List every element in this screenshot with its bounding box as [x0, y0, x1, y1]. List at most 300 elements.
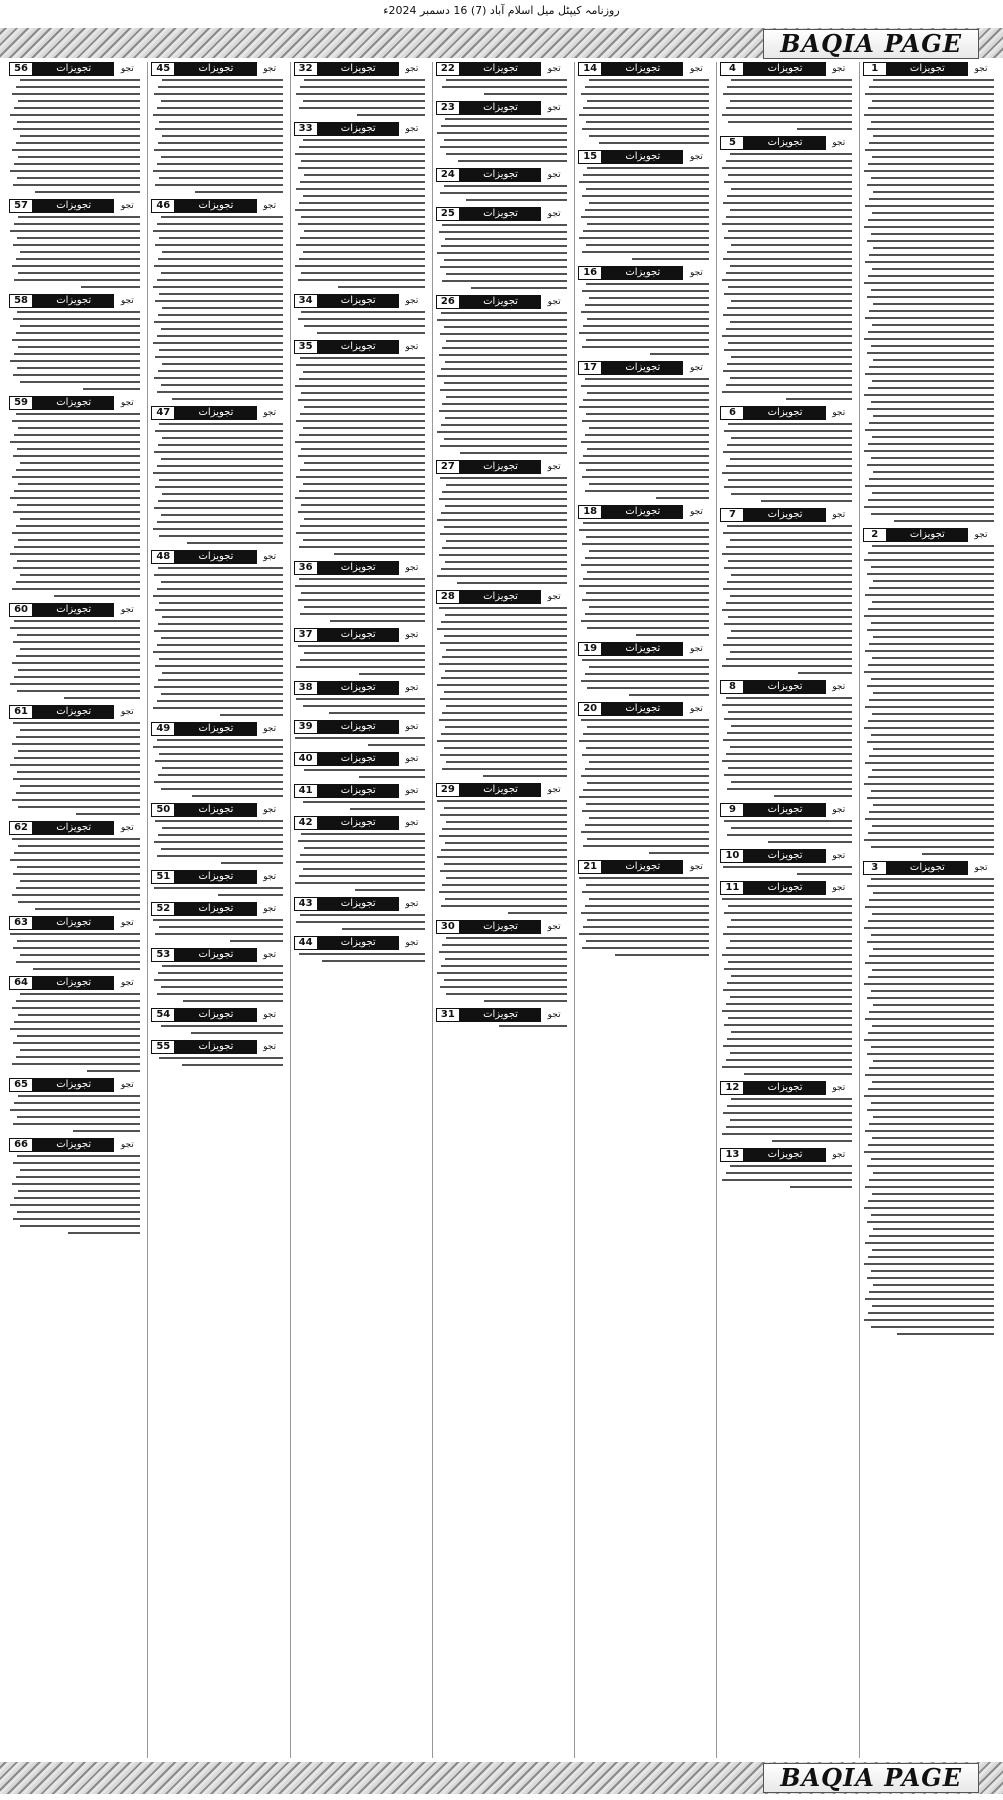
- text-line: [444, 863, 567, 865]
- text-line: [303, 100, 425, 102]
- text-line: [300, 86, 425, 88]
- text-line: [304, 174, 425, 176]
- text-line: [192, 795, 283, 797]
- news-item: [9, 603, 140, 699]
- item-header: [151, 722, 282, 736]
- news-columns: [6, 62, 997, 1758]
- item-number: 16: [578, 266, 602, 280]
- text-line: [17, 448, 140, 450]
- item-number: 41: [294, 784, 318, 798]
- text-line: [585, 824, 710, 826]
- item-tag: تجو: [120, 296, 134, 306]
- item-label: تجویزات: [460, 101, 541, 115]
- text-line: [441, 733, 567, 735]
- news-item: [151, 199, 282, 400]
- news-column: [574, 62, 712, 1758]
- item-number: 38: [294, 681, 318, 695]
- text-line: [867, 352, 994, 354]
- text-line: [730, 595, 852, 597]
- text-line: [158, 86, 283, 88]
- item-label: تجویزات: [175, 803, 256, 817]
- text-line: [445, 118, 567, 120]
- item-tag: تجو: [547, 785, 561, 795]
- text-line: [12, 339, 141, 341]
- text-line: [728, 767, 851, 769]
- news-item: [863, 861, 994, 1335]
- item-header: [151, 406, 282, 420]
- text-line: [728, 905, 851, 907]
- text-line: [14, 353, 140, 355]
- text-line: [587, 838, 709, 840]
- text-line: [865, 1242, 994, 1244]
- item-number: 28: [436, 590, 460, 604]
- text-line: [579, 237, 709, 239]
- text-line: [158, 370, 283, 372]
- news-item: [294, 936, 425, 962]
- item-body-text: [151, 817, 282, 864]
- text-line: [153, 286, 283, 288]
- text-line: [867, 941, 994, 943]
- text-line: [437, 575, 567, 577]
- text-line: [187, 542, 283, 544]
- item-body-text: [863, 76, 994, 522]
- text-line: [727, 581, 852, 583]
- text-line: [868, 275, 994, 277]
- text-line: [161, 986, 283, 988]
- item-tag: تجو: [120, 64, 134, 74]
- text-line: [439, 835, 568, 837]
- text-line: [441, 424, 567, 426]
- item-number: 47: [151, 406, 175, 420]
- text-line: [586, 940, 709, 942]
- item-label: تجویزات: [602, 505, 683, 519]
- text-line: [730, 321, 852, 323]
- text-line: [724, 293, 851, 295]
- text-line: [869, 422, 994, 424]
- text-line: [727, 637, 852, 639]
- text-line: [872, 1249, 994, 1251]
- item-header: [294, 936, 425, 950]
- text-line: [20, 518, 141, 520]
- text-line: [871, 289, 994, 291]
- text-line: [589, 202, 710, 204]
- text-line: [158, 314, 283, 316]
- text-line: [153, 595, 283, 597]
- text-line: [157, 644, 283, 646]
- text-line: [869, 254, 994, 256]
- text-line: [871, 345, 994, 347]
- text-line: [301, 160, 424, 162]
- text-line: [868, 1256, 994, 1258]
- text-line: [182, 1064, 283, 1066]
- text-line: [589, 761, 710, 763]
- text-line: [159, 1057, 282, 1059]
- news-column: [290, 62, 428, 1758]
- text-line: [871, 622, 994, 624]
- text-line: [585, 905, 710, 907]
- text-line: [158, 258, 283, 260]
- item-label: تجویزات: [460, 783, 541, 797]
- item-label: تجویزات: [318, 628, 399, 642]
- text-line: [342, 928, 425, 930]
- text-line: [722, 704, 852, 706]
- text-line: [894, 520, 994, 522]
- text-line: [16, 469, 141, 471]
- text-line: [872, 1081, 994, 1083]
- text-line: [329, 712, 425, 714]
- news-item: [9, 1138, 140, 1234]
- text-line: [439, 607, 568, 609]
- text-line: [300, 525, 425, 527]
- item-number: 37: [294, 628, 318, 642]
- text-line: [586, 121, 709, 123]
- text-line: [300, 357, 425, 359]
- item-label: تجویزات: [175, 902, 256, 916]
- item-header: [9, 976, 140, 990]
- item-body-text: [294, 950, 425, 962]
- item-body-text: [436, 182, 567, 201]
- text-line: [774, 795, 851, 797]
- text-line: [17, 237, 140, 239]
- text-line: [865, 205, 994, 207]
- item-body-text: [294, 642, 425, 675]
- text-line: [579, 406, 709, 408]
- text-line: [723, 258, 852, 260]
- text-line: [728, 1017, 851, 1019]
- news-item: [294, 294, 425, 334]
- text-line: [724, 774, 851, 776]
- text-line: [444, 438, 567, 440]
- text-line: [18, 1014, 140, 1016]
- text-line: [864, 114, 994, 116]
- news-item: [9, 294, 140, 390]
- text-line: [155, 128, 282, 130]
- text-line: [868, 1144, 994, 1146]
- news-item: [9, 976, 140, 1072]
- text-line: [868, 976, 994, 978]
- text-line: [589, 550, 710, 552]
- news-item: [578, 266, 709, 355]
- text-line: [299, 953, 425, 955]
- item-body-text: [294, 830, 425, 891]
- text-line: [299, 107, 425, 109]
- text-line: [872, 769, 994, 771]
- text-line: [195, 191, 283, 193]
- text-line: [727, 307, 852, 309]
- text-line: [868, 832, 994, 834]
- text-line: [298, 318, 425, 320]
- text-line: [296, 861, 425, 863]
- text-line: [298, 399, 425, 401]
- item-tag: تجو: [120, 978, 134, 988]
- text-line: [16, 258, 141, 260]
- item-number: 66: [9, 1138, 33, 1152]
- item-label: تجویزات: [175, 550, 256, 564]
- text-line: [10, 114, 140, 116]
- text-line: [868, 107, 994, 109]
- text-line: [13, 318, 140, 320]
- text-line: [869, 643, 994, 645]
- item-header: [578, 702, 709, 716]
- text-line: [864, 783, 994, 785]
- text-line: [12, 1007, 141, 1009]
- text-line: [867, 797, 994, 799]
- text-line: [731, 437, 852, 439]
- item-label: تجویزات: [33, 603, 114, 617]
- text-line: [724, 567, 851, 569]
- text-line: [16, 142, 141, 144]
- news-item: [720, 849, 851, 875]
- text-line: [161, 328, 283, 330]
- item-label: تجویزات: [318, 720, 399, 734]
- text-line: [768, 841, 852, 843]
- text-line: [585, 86, 710, 88]
- item-body-text: [151, 420, 282, 544]
- text-line: [14, 620, 140, 622]
- text-line: [161, 1025, 283, 1027]
- text-line: [726, 160, 852, 162]
- text-line: [731, 1098, 852, 1100]
- text-line: [153, 230, 283, 232]
- text-line: [10, 1204, 140, 1206]
- text-line: [582, 810, 709, 812]
- text-line: [162, 672, 283, 674]
- text-line: [730, 265, 852, 267]
- text-line: [218, 894, 282, 896]
- item-tag: تجو: [405, 786, 419, 796]
- text-line: [581, 93, 710, 95]
- text-line: [303, 539, 425, 541]
- item-body-text: [294, 911, 425, 930]
- text-line: [871, 566, 994, 568]
- item-number: 64: [9, 976, 33, 990]
- text-line: [722, 1010, 852, 1012]
- item-label: تجویزات: [33, 294, 114, 308]
- news-item: [578, 361, 709, 499]
- text-line: [589, 427, 710, 429]
- item-body-text: [294, 798, 425, 810]
- text-line: [17, 504, 140, 506]
- text-line: [18, 346, 140, 348]
- text-line: [20, 1169, 141, 1171]
- text-line: [867, 240, 994, 242]
- news-item: [578, 860, 709, 956]
- text-line: [650, 353, 709, 355]
- text-line: [440, 642, 567, 644]
- item-body-text: [9, 76, 140, 193]
- text-line: [304, 518, 425, 520]
- text-line: [155, 760, 282, 762]
- item-header: [436, 295, 567, 309]
- text-line: [445, 958, 567, 960]
- item-header: [720, 406, 851, 420]
- text-line: [20, 729, 141, 731]
- text-line: [722, 279, 852, 281]
- text-line: [730, 940, 852, 942]
- text-line: [16, 1000, 141, 1002]
- text-line: [723, 1112, 852, 1114]
- item-number: 4: [720, 62, 744, 76]
- text-line: [444, 635, 567, 637]
- news-item: [720, 1148, 851, 1188]
- news-item: [9, 62, 140, 193]
- news-item: [863, 62, 994, 522]
- text-line: [16, 86, 141, 88]
- text-line: [161, 637, 283, 639]
- text-line: [359, 673, 425, 675]
- text-line: [728, 711, 851, 713]
- item-label: تجویزات: [744, 803, 825, 817]
- text-line: [18, 272, 140, 274]
- text-line: [723, 532, 852, 534]
- text-line: [155, 430, 282, 432]
- text-line: [786, 398, 852, 400]
- item-header: [436, 207, 567, 221]
- text-line: [871, 734, 994, 736]
- news-item: [436, 590, 567, 777]
- news-item: [720, 680, 851, 797]
- item-body-text: [151, 736, 282, 797]
- text-line: [656, 497, 710, 499]
- text-line: [587, 687, 709, 689]
- item-tag: تجو: [832, 851, 846, 861]
- text-line: [16, 413, 141, 415]
- text-line: [790, 1186, 852, 1188]
- text-line: [442, 944, 567, 946]
- text-line: [35, 908, 140, 910]
- text-line: [440, 333, 567, 335]
- news-item: [9, 1078, 140, 1132]
- text-line: [299, 258, 425, 260]
- text-line: [159, 753, 282, 755]
- text-line: [158, 679, 283, 681]
- item-label: تجویزات: [318, 784, 399, 798]
- text-line: [10, 441, 140, 443]
- text-line: [864, 282, 994, 284]
- text-line: [158, 567, 283, 569]
- text-line: [161, 581, 283, 583]
- item-number: 25: [436, 207, 460, 221]
- text-line: [865, 962, 994, 964]
- text-line: [587, 919, 709, 921]
- text-line: [579, 877, 709, 879]
- text-line: [869, 366, 994, 368]
- text-line: [157, 279, 283, 281]
- news-item: [151, 1008, 282, 1034]
- text-line: [872, 969, 994, 971]
- item-header: [294, 720, 425, 734]
- item-number: 23: [436, 101, 460, 115]
- text-line: [446, 153, 567, 155]
- text-line: [296, 420, 425, 422]
- item-number: 55: [151, 1040, 175, 1054]
- text-line: [583, 107, 709, 109]
- text-line: [583, 230, 709, 232]
- item-number: 7: [720, 508, 744, 522]
- item-number: 20: [578, 702, 602, 716]
- item-header: [720, 881, 851, 895]
- item-number: 52: [151, 902, 175, 916]
- text-line: [441, 849, 567, 851]
- text-line: [446, 340, 567, 342]
- text-line: [446, 993, 567, 995]
- text-line: [157, 855, 283, 857]
- text-line: [587, 726, 709, 728]
- text-line: [16, 1056, 141, 1058]
- text-line: [334, 553, 425, 555]
- item-body-text: [436, 604, 567, 777]
- news-item: [294, 720, 425, 746]
- item-tag: تجو: [832, 1083, 846, 1093]
- item-tag: تجو: [405, 630, 419, 640]
- text-line: [726, 1126, 852, 1128]
- text-line: [444, 139, 567, 141]
- item-header: [9, 821, 140, 835]
- text-line: [727, 86, 852, 88]
- text-line: [867, 685, 994, 687]
- text-line: [583, 325, 709, 327]
- text-line: [869, 811, 994, 813]
- item-tag: تجو: [405, 296, 419, 306]
- text-line: [437, 132, 567, 134]
- text-line: [731, 188, 852, 190]
- text-line: [864, 338, 994, 340]
- text-line: [299, 875, 425, 877]
- text-line: [303, 427, 425, 429]
- text-line: [585, 557, 710, 559]
- text-line: [868, 219, 994, 221]
- item-number: 44: [294, 936, 318, 950]
- text-line: [868, 499, 994, 501]
- text-line: [317, 332, 425, 334]
- text-line: [154, 93, 283, 95]
- text-line: [458, 160, 567, 162]
- text-line: [18, 216, 140, 218]
- text-line: [439, 410, 568, 412]
- text-line: [869, 587, 994, 589]
- text-line: [10, 933, 140, 935]
- text-line: [301, 504, 424, 506]
- text-line: [869, 699, 994, 701]
- text-line: [730, 1119, 852, 1121]
- text-line: [869, 86, 994, 88]
- item-number: 27: [436, 460, 460, 474]
- text-line: [581, 620, 710, 622]
- text-line: [582, 947, 709, 949]
- text-line: [155, 184, 282, 186]
- text-line: [872, 156, 994, 158]
- item-tag: تجو: [547, 64, 561, 74]
- text-line: [159, 479, 282, 481]
- text-line: [864, 1039, 994, 1041]
- text-line: [586, 536, 709, 538]
- text-line: [722, 223, 852, 225]
- text-line: [727, 251, 852, 253]
- text-line: [14, 490, 140, 492]
- text-line: [20, 880, 141, 882]
- text-line: [441, 368, 567, 370]
- text-line: [304, 406, 425, 408]
- text-line: [298, 599, 425, 601]
- text-line: [444, 747, 567, 749]
- text-line: [868, 920, 994, 922]
- text-line: [867, 1221, 994, 1223]
- item-number: 1: [863, 62, 887, 76]
- text-line: [304, 652, 425, 654]
- item-number: 59: [9, 396, 33, 410]
- text-line: [161, 156, 283, 158]
- news-item: [294, 816, 425, 891]
